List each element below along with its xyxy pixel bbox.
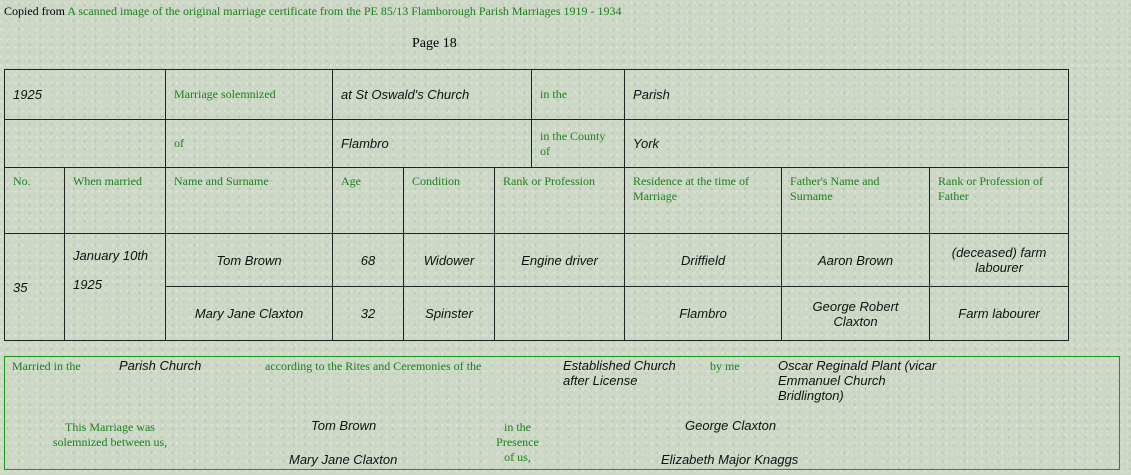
- bride-father: George Robert Claxton: [782, 287, 930, 341]
- solemnization-box: [4, 356, 1120, 470]
- source-line: [4, 4, 622, 19]
- presence-line-1: in the: [504, 420, 531, 434]
- column-header-father-profession: Rank or Profession of Father: [930, 168, 1069, 234]
- column-header-profession: Rank or Profession: [495, 168, 625, 234]
- bride-profession: [495, 287, 625, 341]
- town-cell: Flambro: [333, 120, 532, 168]
- marriage-solemnized-label: Marriage solemnized: [166, 70, 333, 120]
- presence-line-2: Presence: [496, 435, 539, 449]
- solemnized-between-label: [45, 420, 175, 450]
- header-row-2: [5, 120, 1069, 168]
- entry-number: 35: [5, 234, 65, 341]
- witness-2: Elizabeth Major Knaggs: [661, 452, 799, 467]
- married-in-value: Parish Church: [119, 358, 202, 373]
- solemnized-line-1: This Marriage was: [65, 420, 155, 434]
- officiant-line-2: Emmanuel Church: [778, 373, 886, 388]
- rites-label: according to the Rites and Ceremonies of the: [265, 359, 482, 373]
- column-header-name: Name and Surname: [166, 168, 333, 234]
- year-cell: 1925: [5, 70, 166, 120]
- date-line-2: 1925: [73, 277, 102, 292]
- party-2: Mary Jane Claxton: [289, 452, 398, 467]
- column-header-residence: Residence at the time of Marriage: [625, 168, 782, 234]
- groom-condition: Widower: [404, 234, 495, 287]
- presence-line-3: of us,: [504, 450, 531, 464]
- certificate-table: [4, 69, 1069, 341]
- column-header-age: Age: [333, 168, 404, 234]
- groom-father: Aaron Brown: [782, 234, 930, 287]
- source-text: A scanned image of the original marriage certificate from the PE 85/13 Flamborough Parish Marriages 1919 - 1934: [67, 4, 622, 18]
- date-line-1: January 10th: [73, 248, 149, 263]
- of-label: of: [166, 120, 333, 168]
- bride-condition: Spinster: [404, 287, 495, 341]
- presence-label: [490, 420, 545, 465]
- empty-cell: [5, 120, 166, 168]
- column-header-condition: Condition: [404, 168, 495, 234]
- groom-father-profession: (deceased) farm labourer: [930, 234, 1069, 287]
- district-cell: Parish: [625, 70, 1069, 120]
- bride-name: Mary Jane Claxton: [166, 287, 333, 341]
- officiant-line-3: Bridlington): [778, 388, 844, 403]
- married-in-label: Married in the: [12, 359, 81, 373]
- column-header-no: No.: [5, 168, 65, 234]
- officiant-value: [778, 358, 936, 403]
- county-label: in the County of: [532, 120, 625, 168]
- witness-1: George Claxton: [685, 418, 777, 433]
- rites-line-1: Established Church: [563, 358, 676, 373]
- groom-name: Tom Brown: [166, 234, 333, 287]
- officiant-line-1: Oscar Reginald Plant (vicar: [778, 358, 937, 373]
- by-me-label: by me: [710, 359, 740, 373]
- place-cell: at St Oswald's Church: [333, 70, 532, 120]
- page-number: Page 18: [412, 36, 457, 51]
- solemnized-line-2: solemnized between us,: [52, 435, 168, 449]
- date-married-cell: [65, 234, 166, 341]
- bride-father-profession: Farm labourer: [930, 287, 1069, 341]
- rites-value: [563, 358, 676, 388]
- groom-residence: Driffield: [625, 234, 782, 287]
- groom-age: 68: [333, 234, 404, 287]
- column-header-father: Father's Name and Surname: [782, 168, 930, 234]
- column-header-row: [5, 168, 1069, 234]
- table-row: [5, 234, 1069, 287]
- party-1: Tom Brown: [311, 418, 377, 433]
- rites-line-2: after License: [563, 373, 638, 388]
- groom-profession: Engine driver: [495, 234, 625, 287]
- bride-age: 32: [333, 287, 404, 341]
- in-the-label: in the: [532, 70, 625, 120]
- county-cell: York: [625, 120, 1069, 168]
- source-prefix: Copied from: [4, 4, 65, 18]
- bride-residence: Flambro: [625, 287, 782, 341]
- column-header-when: When married: [65, 168, 166, 234]
- header-row-1: [5, 70, 1069, 120]
